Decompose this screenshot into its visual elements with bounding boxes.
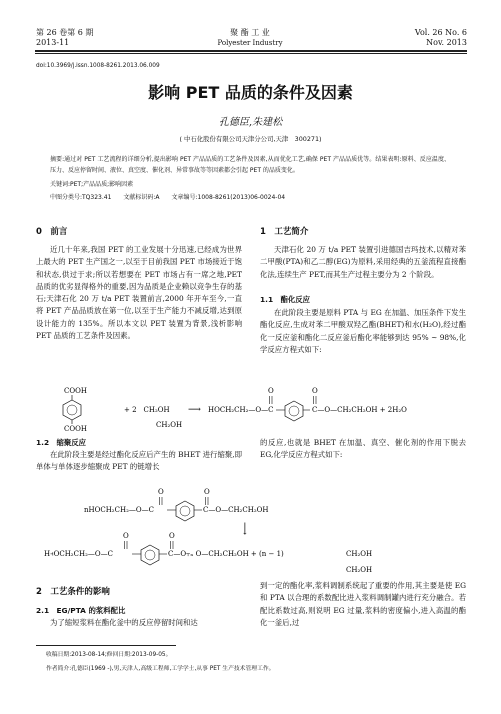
section-2-1-paragraph-right: 到一定的酯化率,浆料调制系统起了重要的作用,其主要是使 EG 和 PTA 以合理的系数配比进入浆料调制罐内进行充分融合。若配比系数过高,则说明 EG 过量,浆料的密度偏小,进入高温的酯化一釜后,过	[260, 581, 466, 627]
section-1-2-body-left	[36, 449, 242, 474]
header-journal-name	[180, 28, 320, 48]
section-2-1-body-left	[36, 617, 242, 629]
eq1-cooh-bottom: COOH	[64, 425, 87, 433]
header-volume-en	[415, 28, 467, 48]
section-2-1-heading: 2.1 EG/PTA 的浆料配比	[36, 606, 126, 615]
section-2-heading: 2 工艺条件的影响	[36, 587, 110, 597]
header-rule-thin	[35, 53, 467, 54]
eq2-line2-o-right: O	[169, 532, 175, 540]
eq1-benzene-ring-1	[63, 400, 81, 420]
eq1-eg-bottom: CH₂OH	[156, 421, 183, 429]
authors: 孔德臣,朱建松	[218, 117, 283, 128]
section-1-1-heading: 1.1 酯化反应	[260, 295, 311, 304]
eq2-line1-o-left: O	[158, 488, 164, 496]
section-0-heading: 0 前言	[36, 227, 68, 237]
section-1-body	[260, 244, 466, 281]
section-2-1-body-right	[260, 580, 466, 629]
affiliation: ( 中石化股份有限公司天津分公司,天津 300271)	[179, 135, 322, 143]
header-date: 2013-11	[36, 38, 70, 47]
paper-title: 影响 PET 品质的条件及因素	[148, 83, 353, 102]
eq1-product-right: C—O—CH₂CH₂OH + 2H₂O	[312, 406, 407, 414]
section-1-heading: 1 工艺简介	[260, 227, 309, 237]
footnote-author-bio: 作者简介:孔德臣(1969 -),男,天津人,高级工程师,工学学士,从事 PET 生产技术管理工作。	[46, 666, 275, 672]
eq2-line2-left: H⫞OCH₂CH₂—O—C	[44, 550, 113, 558]
equation-polycondensation	[36, 484, 468, 580]
section-2-1-paragraph-left: 为了缩短浆料在酯化釜中的反应停留时间和达	[50, 618, 198, 627]
eq2-line1-right: C—O—CH₂CH₂OH	[203, 506, 269, 514]
section-1-1-body	[260, 307, 466, 356]
section-1-2-heading: 1.2 缩聚反应	[36, 438, 87, 447]
header-rule-thick	[35, 50, 467, 52]
eq1-benzene-ring-2	[285, 401, 303, 421]
header-vol-no: Vol. 26 No. 6	[414, 28, 467, 37]
header-month: Nov. 2013	[426, 38, 467, 47]
eq1-o-left: O	[268, 387, 274, 395]
equation-esterification	[36, 383, 468, 433]
doi: doi:10.3969/j.issn.1008-8261.2013.06.009	[36, 63, 160, 69]
eq2-arrow: ⟶	[239, 522, 249, 535]
eq2-line1-benzene-ring	[176, 501, 194, 521]
section-1-2-paragraph-left: 在此阶段主要是经过酯化反应后产生的 BHET 进行缩聚,即单体与单体逐步缩聚成 PET 的链增长	[36, 450, 242, 472]
footnote-rule	[36, 645, 176, 646]
eq2-line2-o-left: O	[123, 532, 129, 540]
section-0-paragraph: 近几十年来,我国 PET 的工业发展十分迅速,已经成为世界上最大的 PET 生产国之一,以至于目前我国 PET 市场接近于饱和状态,供过于求;所以若想要在 PET 市场占有一席之地,PET 品质的优劣显得格外的重要,因为品质是企业赖以竞争生存的基石;天津石化 20 万 t/a PET 装置前言,2000 年开车至今,一直将 PET 产品品质放在第一位,以至于生产能力不减反增,达到原设计能力的 135%。所以本文以 PET 装置为背景,浅析影响 PET 品质的工艺条件及因素。	[36, 245, 242, 341]
eq2-line2-benzene-ring	[141, 545, 159, 565]
eq1-product-left: HOCH₂CH₂—O—C	[208, 406, 274, 414]
eq2-line2-right: C—O⫟ₙ O—CH₂CH₂OH + (n − 1)	[168, 550, 284, 558]
eq1-plus-eg: + 2 CH₂OH	[124, 406, 170, 414]
eq1-arrow: ⟶	[188, 405, 201, 415]
classification: 中图分类号:TQ323.41 文献标识码:A 文章编号:1008-8261(2013)06-0024-04	[50, 194, 286, 201]
header-journal-issue	[36, 28, 93, 48]
section-1-1-paragraph: 在此阶段主要是原料 PTA 与 EG 在加温、加压条件下发生酯化反应,生成对苯二甲酸双羟乙酯(BHET)和水(H₂O),经过酯化一反应釜和酯化二反应釜后酯化率能够到达 95% ~ 98%,化学反应方程式如下:	[260, 308, 466, 354]
section-1-paragraph: 天津石化 20 万 t/a PET 装置引进德国吉玛技术,以精对苯二甲酸(PTA)和乙二醇(EG)为原料,采用经典的五釜流程直接酯化法,连续生产 PET,而其生产过程主要分为 2 个阶段。	[260, 245, 466, 279]
section-0-body	[36, 244, 242, 342]
eq1-o-right: O	[312, 387, 318, 395]
eq2-eg-bottom: CH₂OH	[346, 566, 373, 574]
keywords: 关键词:PET;产品品质;影响因素	[50, 181, 134, 188]
eq2-line1-left: nHOCH₂CH₂—O—C	[84, 506, 154, 514]
header-journal-en: Polyester Industry	[217, 39, 283, 47]
eq2-line1-o-right: O	[204, 488, 210, 496]
section-1-2-paragraph-right: 的反应,也就是 BHET 在加温、真空、催化剂的作用下脱去 EG,化学反应方程式如下:	[260, 438, 466, 460]
header-journal-cn: 聚 酯 工 业	[230, 28, 270, 37]
eq1-cooh-top: COOH	[64, 387, 87, 395]
header-volume: 第 26 卷第 6 期	[36, 28, 94, 37]
abstract: 摘要:通过对 PET 工艺流程的详细分析,提出影响 PET 产品品质的工艺条件及因素,从而优化工艺,确保 PET 产品品质优等。结果表明:原料、反应温度、压力、反应停留时间、液位、真空度、催化剂、异常事故等等因素都会引起 PET 的品质变化。	[50, 156, 450, 174]
section-1-2-body-right	[260, 437, 466, 462]
eq2-eg-top: CH₂OH	[346, 550, 373, 558]
footnote-received: 收稿日期:2013-08-14;修回日期:2013-09-05。	[46, 652, 172, 658]
